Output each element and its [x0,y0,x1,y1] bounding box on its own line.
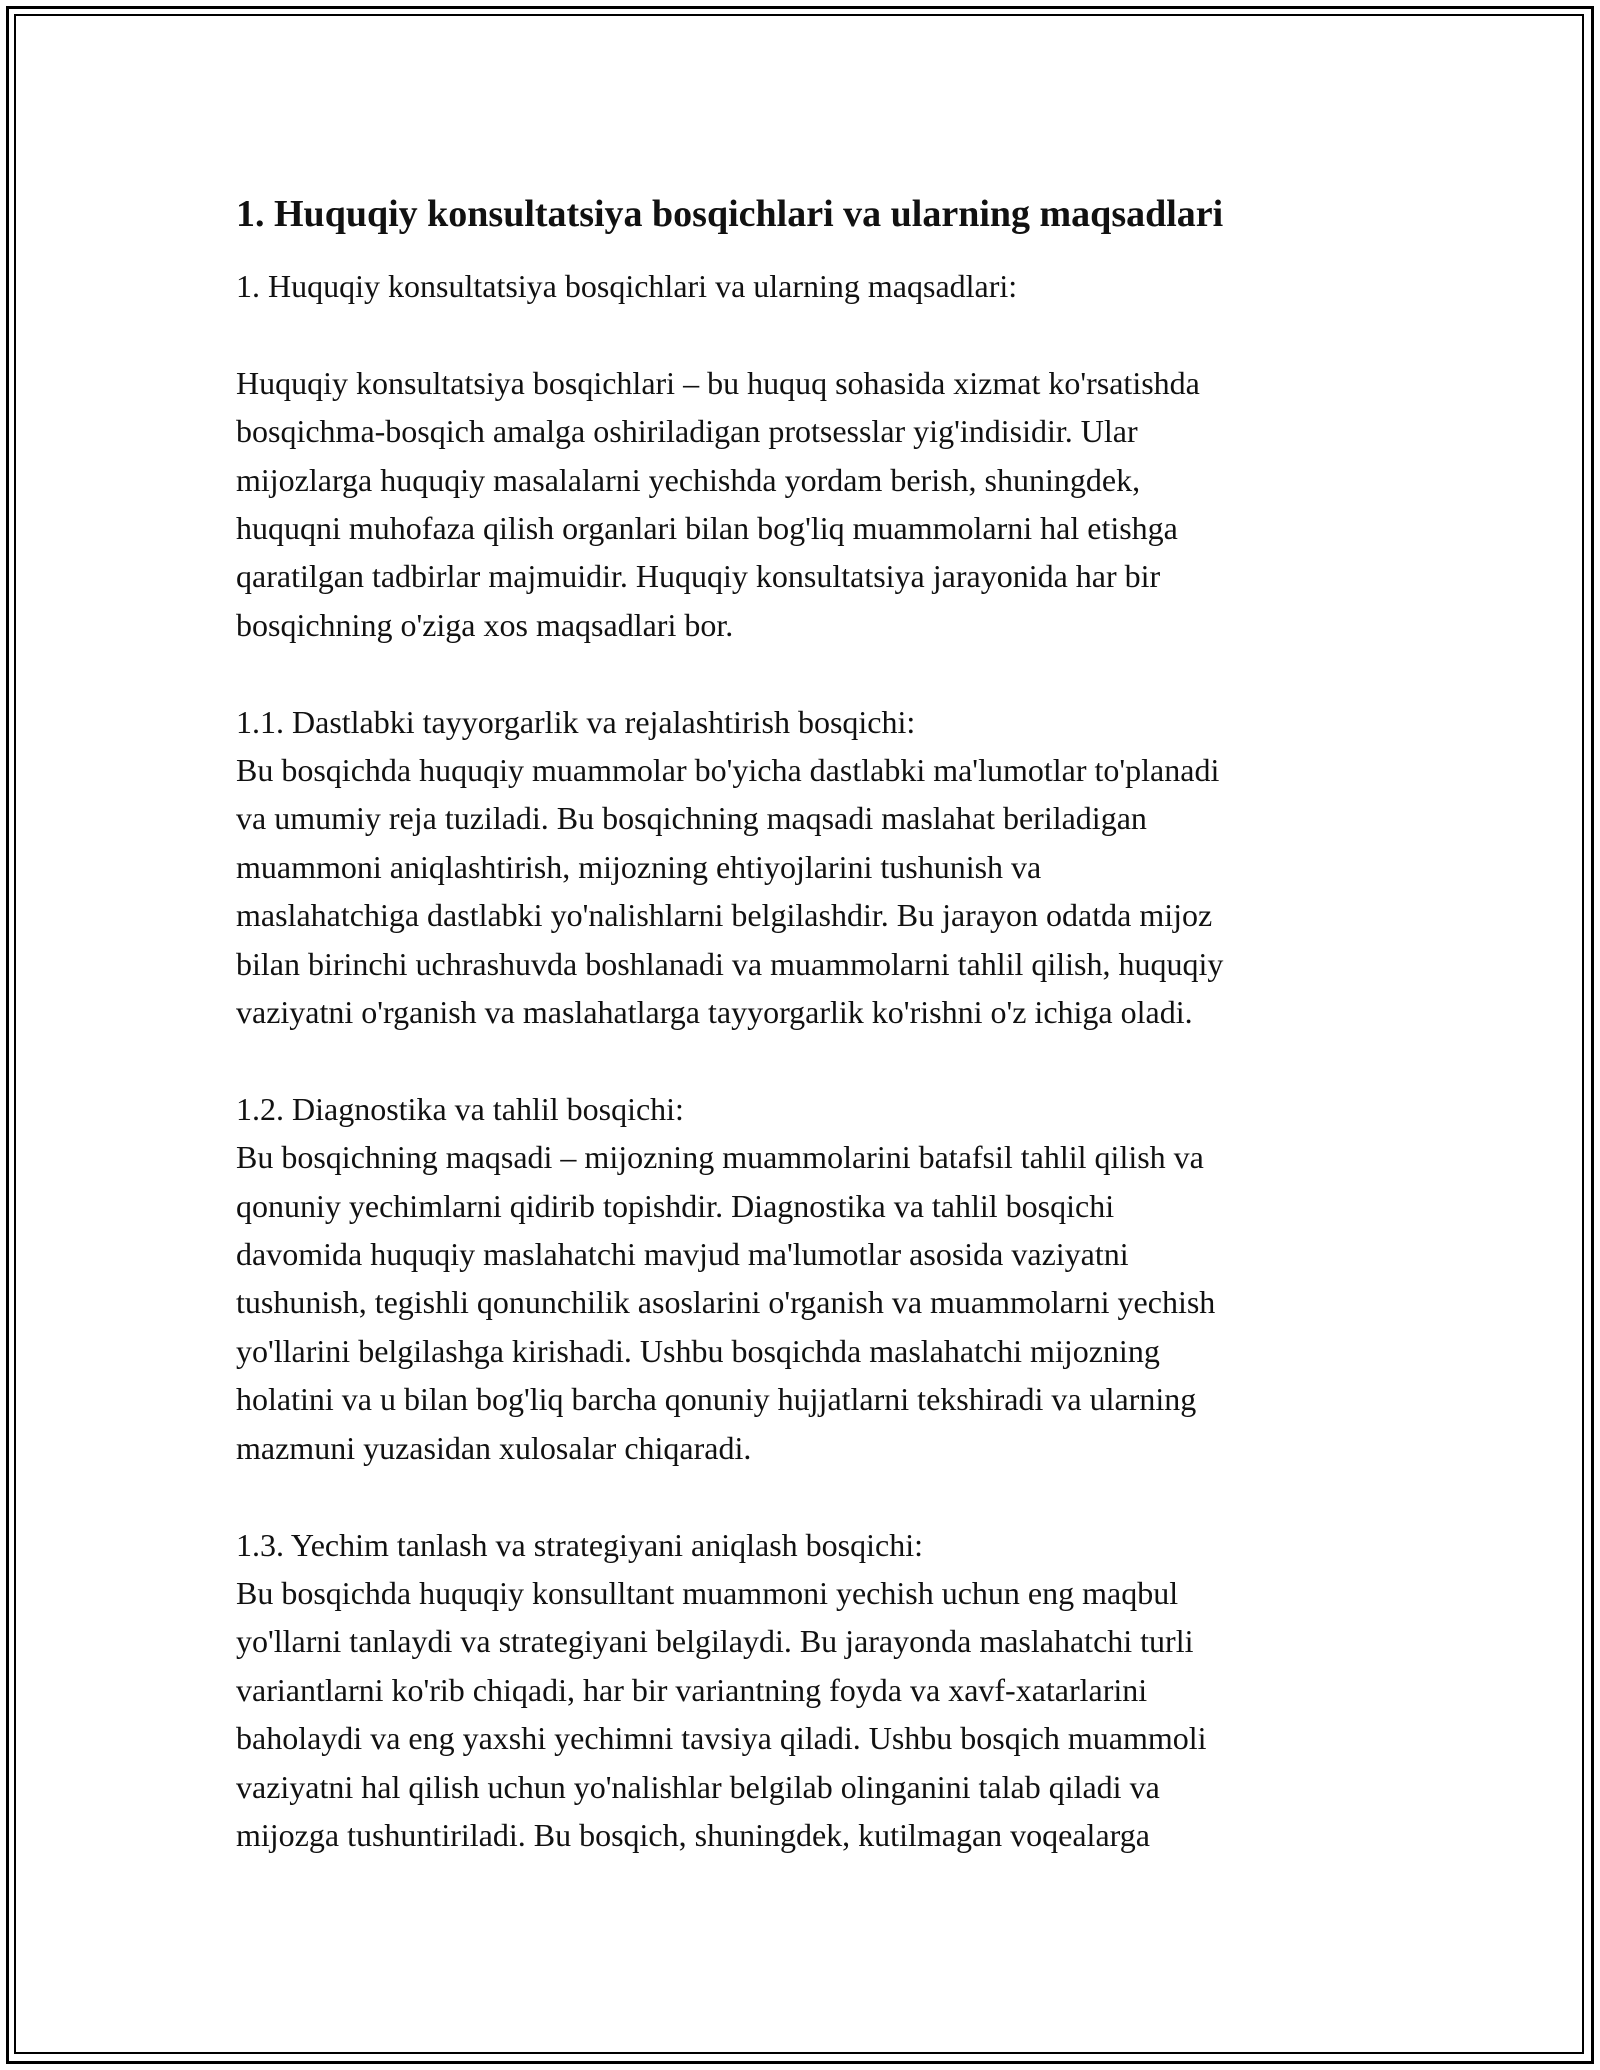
section-title: 1.2. Diagnostika va tahlil bosqichi: [236,1090,684,1127]
intro-paragraph: Huquqiy konsultatsiya bosqichlari – bu huquq sohasida xizmat ko'rsatishda bosqichma-bosqich amalga oshiriladigan protsesslar yig'indisidir. Ular mijozlarga huquqiy masalalarni yechishda yordam berish, shuningdek, huquqni muhofaza qilish organlari bilan bog'liq muammolarni hal etishga qaratilgan tadbirlar majmuidir. Huquqiy konsultatsiya jarayonida har bir bosqichning o'ziga xos maqsadlari bor. [236,364,1200,643]
section-title: 1.1. Dastlabki tayyorgarlik va rejalashtirish bosqichi: [236,703,916,740]
document-body [236,188,1416,1859]
section-1-1 [236,698,1416,1037]
section-body: Bu bosqichda huquqiy muammolar bo'yicha dastlabki ma'lumotlar to'planadi va umumiy reja tuziladi. Bu bosqichning maqsadi maslahat beriladigan muammoni aniqlashtirish, mijozning ehtiyojlarini tushunish va maslahatchiga dastlabki yo'nalishlarni belgilashdir. Bu jarayon odatda mijoz bilan birinchi uchrashuvda boshlanadi va muammolarni tahlil qilish, huquqiy vaziyatni o'rganish va maslahatlarga tayyorgarlik ko'rishni o'z ichiga oladi. [236,752,1224,1031]
section-title: 1.3. Yechim tanlash va strategiyani aniqlash bosqichi: [236,1526,923,1563]
intro-line: 1. Huquqiy konsultatsiya bosqichlari va ularning maqsadlari: [236,268,1018,304]
section-1-2 [236,1085,1416,1472]
section-1-3 [236,1521,1416,1860]
section-body: Bu bosqichning maqsadi – mijozning muammolarini batafsil tahlil qilish va qonuniy yechimlarni qidirib topishdir. Diagnostika va tahlil bosqichi davomida huquqiy maslahatchi mavjud ma'lumotlar asosida vaziyatni tushunish, tegishli qonunchilik asoslarini o'rganish va muammolarni yechish yo'llarini belgilashga kirishadi. Ushbu bosqichda maslahatchi mijozning holatini va u bilan bog'liq barcha qonuniy hujjatlarni tekshiradi va ularning mazmuni yuzasidan xulosalar chiqaradi. [236,1139,1216,1466]
document-heading: 1. Huquqiy konsultatsiya bosqichlari va ularning maqsadlari [236,193,1224,235]
section-body: Bu bosqichda huquqiy konsulltant muammoni yechish uchun eng maqbul yo'llarni tanlaydi va strategiyani belgilaydi. Bu jarayonda maslahatchi turli variantlarni ko'rib chiqadi, har bir variantning foyda va xavf-xatarlarini baholaydi va eng yaxshi yechimni tavsiya qiladi. Ushbu bosqich muammoli vaziyatni hal qilish uchun yo'nalishlar belgilab olinganini talab qiladi va mijozga tushuntiriladi. Bu bosqich, shuningdek, kutilmagan voqealarga [236,1574,1207,1853]
